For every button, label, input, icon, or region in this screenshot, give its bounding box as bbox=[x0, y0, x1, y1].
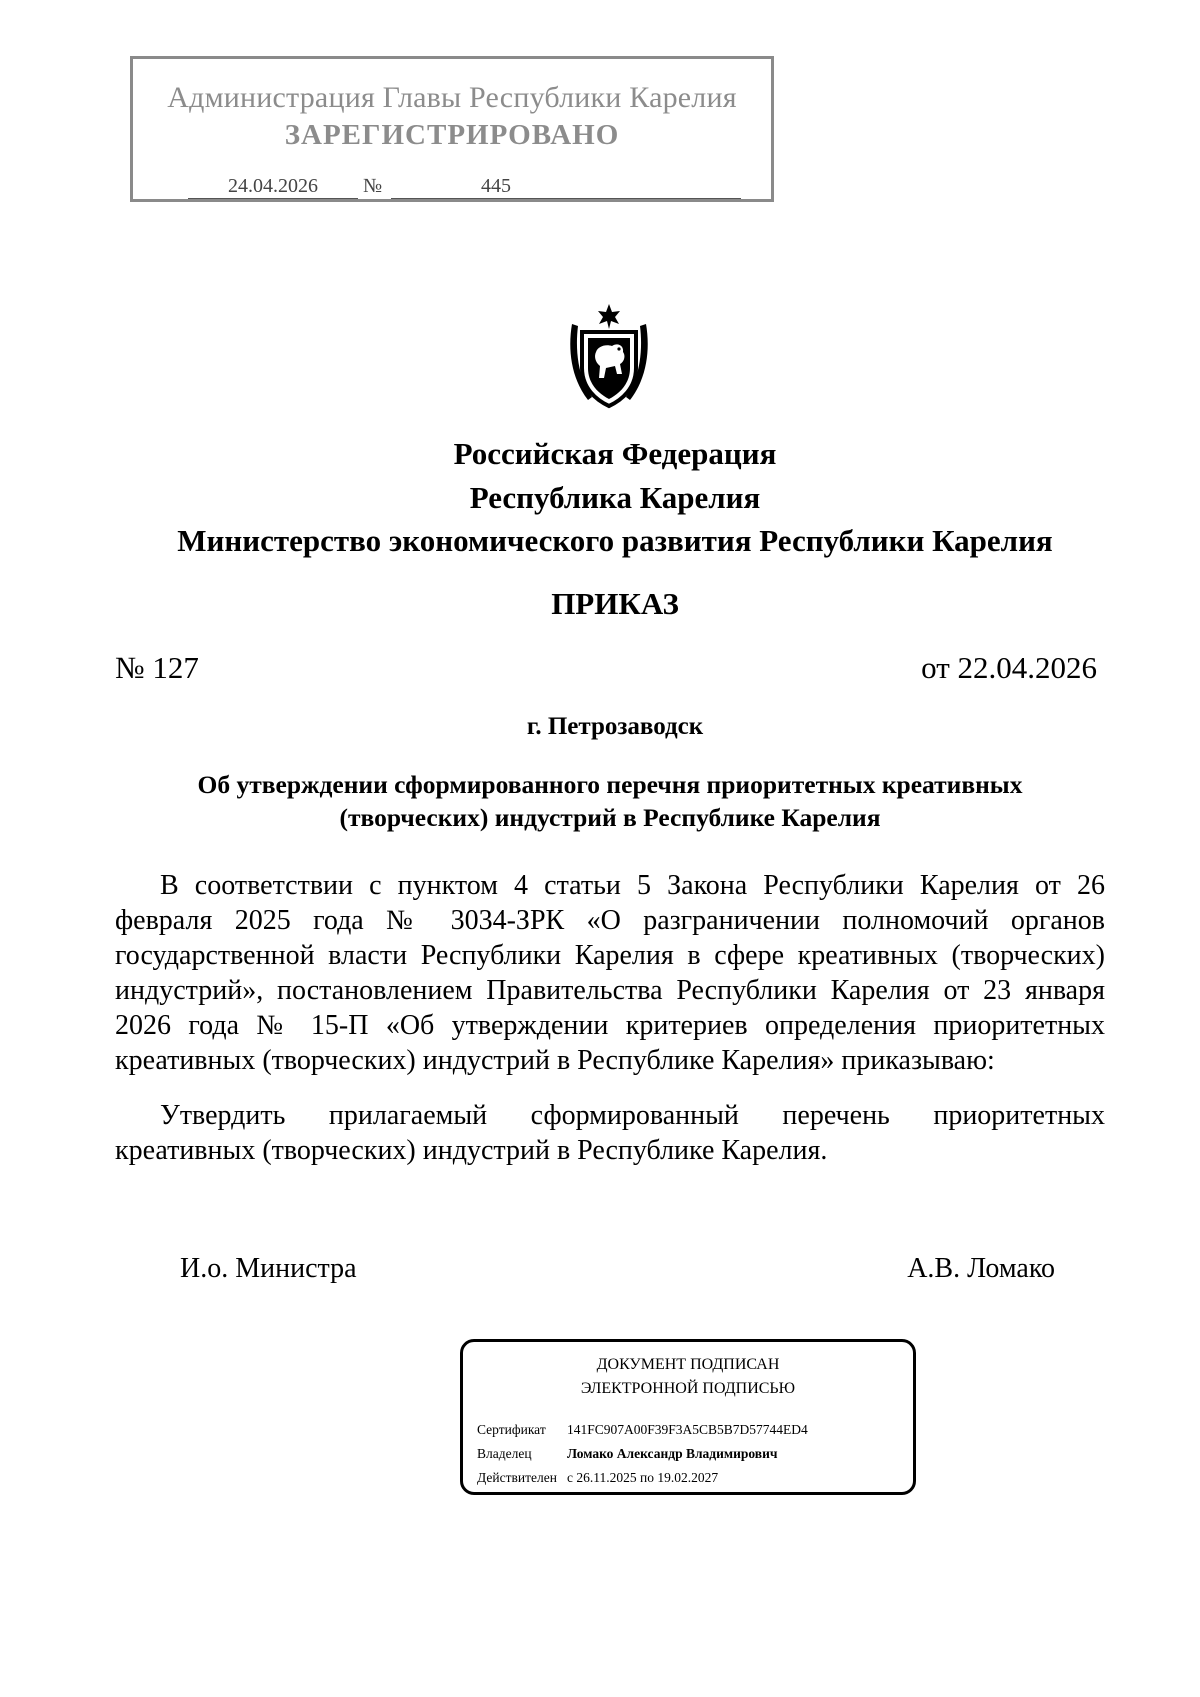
header-republic: Республика Карелия bbox=[469, 480, 761, 515]
order-city: г. Петрозаводск bbox=[526, 713, 704, 740]
e-signature-title-1: ДОКУМЕНТ ПОДПИСАН bbox=[596, 1356, 780, 1373]
e-signature-stamp bbox=[460, 1339, 916, 1495]
owner-label: Владелец bbox=[477, 1446, 532, 1461]
stamp-number-label: № bbox=[363, 175, 383, 197]
subject-line-1: Об утверждении сформированного перечня приоритетных креативных bbox=[197, 770, 1023, 799]
e-signature-owner-row bbox=[477, 1446, 777, 1462]
header-country: Российская Федерация bbox=[453, 436, 777, 471]
e-signature-validity-row bbox=[477, 1470, 718, 1486]
body-paragraph-1: В соответствии с пунктом 4 статьи 5 Закона Республики Карелия от 26 февраля 2025 года № 3034-ЗРК «О разграничении полномочий органов государственной власти Республики Карелия в сфере креативных (творческих) индустрий», постановлением Правительства Республики Карелия от 23 января 2026 года № 15-П «Об утверждении критериев определения приоритетных креативных (творческих) индустрий в Республике Карелия» приказываю: bbox=[115, 870, 1105, 1076]
certificate-label: Сертификат bbox=[477, 1422, 546, 1437]
karelia-coat-of-arms-icon bbox=[566, 302, 652, 412]
body-paragraph-2: Утвердить прилагаемый сформированный перечень приоритетных креативных (творческих) индустрий в Республике Карелия. bbox=[115, 1100, 1105, 1166]
certificate-value: 141FC907A00F39F3A5CB5B7D57744ED4 bbox=[567, 1422, 808, 1437]
e-signature-certificate-row bbox=[477, 1422, 808, 1438]
header-ministry: Министерство экономического развития Республики Карелия bbox=[177, 523, 1053, 558]
stamp-date: 24.04.2026 bbox=[188, 174, 358, 199]
subject-line-2: (творческих) индустрий в Республике Карелия bbox=[339, 803, 881, 832]
stamp-status: ЗАРЕГИСТРИРОВАНО bbox=[284, 119, 620, 151]
order-number: № 127 bbox=[115, 650, 199, 685]
stamp-administration: Администрация Главы Республики Карелия bbox=[167, 81, 737, 114]
e-signature-title-2: ЭЛЕКТРОННОЙ ПОДПИСЬЮ bbox=[580, 1380, 796, 1397]
owner-value: Ломако Александр Владимирович bbox=[567, 1446, 778, 1461]
order-subject bbox=[115, 768, 1105, 834]
registration-stamp bbox=[130, 56, 774, 202]
validity-value: с 26.11.2025 по 19.02.2027 bbox=[567, 1470, 719, 1485]
signatory-position: И.о. Министра bbox=[180, 1253, 357, 1284]
order-date: от 22.04.2026 bbox=[921, 650, 1097, 685]
document-type: ПРИКАЗ bbox=[551, 586, 679, 621]
stamp-number: 445 bbox=[391, 174, 741, 199]
validity-label: Действителен bbox=[477, 1470, 557, 1485]
signatory-name: А.В. Ломако bbox=[907, 1253, 1055, 1284]
